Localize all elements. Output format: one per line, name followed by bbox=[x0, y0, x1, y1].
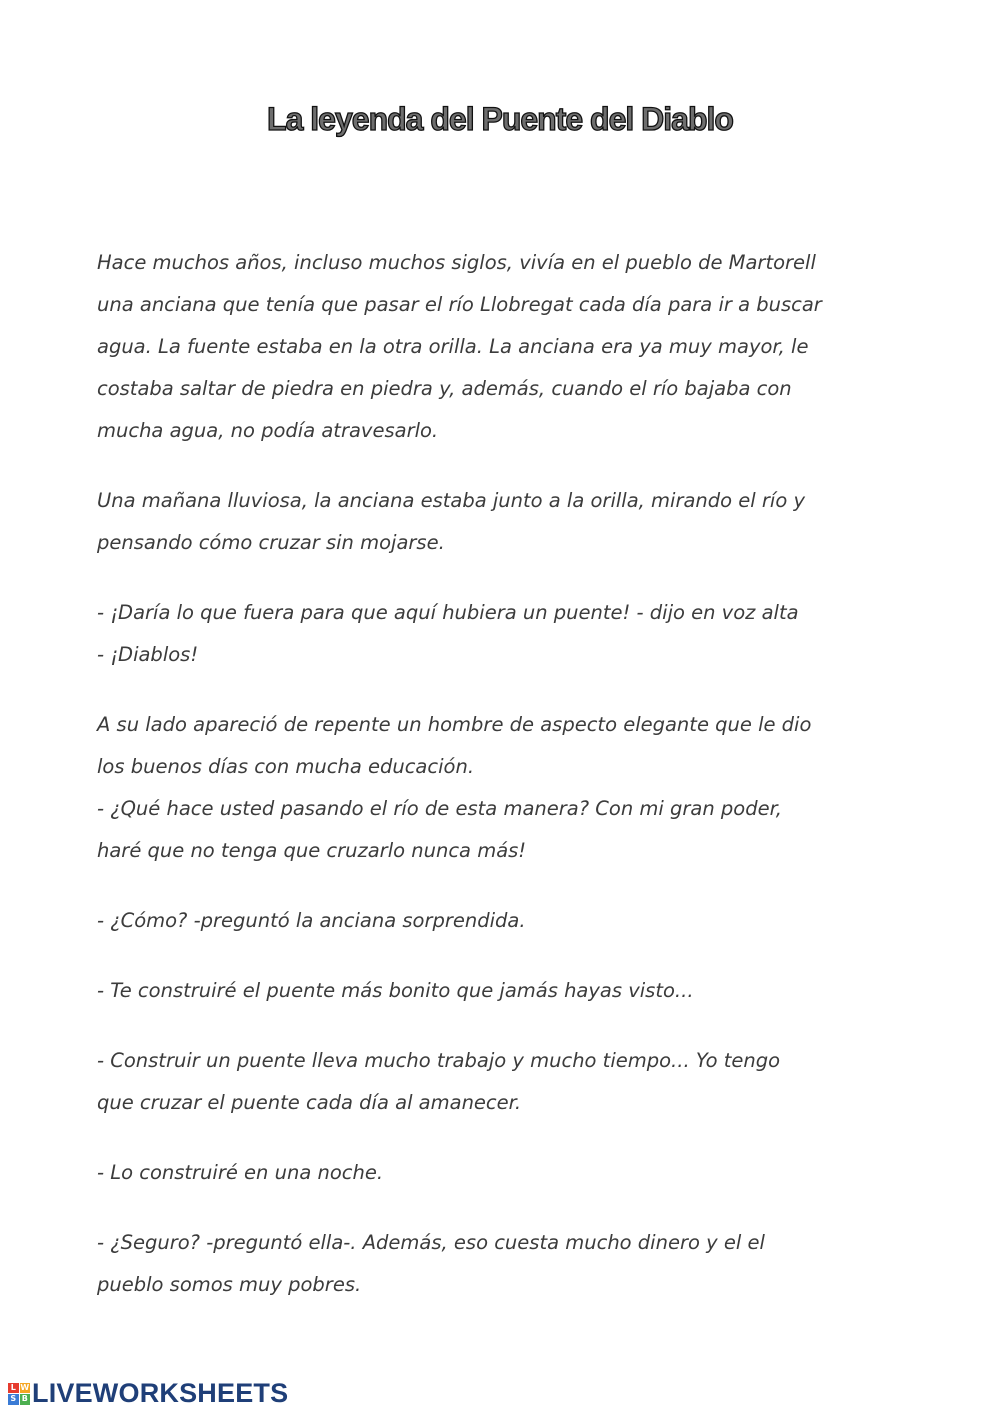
paragraph bbox=[97, 592, 897, 676]
logo-icon-letter: B bbox=[20, 1394, 31, 1405]
logo-text: LIVEWORKSHEETS bbox=[32, 1378, 289, 1408]
text-line: Hace muchos años, incluso muchos siglos, vivía en el pueblo de Martorell bbox=[97, 251, 816, 274]
text-line: que cruzar el puente cada día al amanecer. bbox=[97, 1091, 522, 1114]
text-line: una anciana que tenía que pasar el río Llobregat cada día para ir a buscar bbox=[97, 293, 822, 316]
paragraph bbox=[97, 704, 897, 872]
paragraph bbox=[97, 1152, 897, 1194]
text-line: pueblo somos muy pobres. bbox=[97, 1273, 362, 1296]
story-text bbox=[97, 242, 897, 1306]
text-line: - Construir un puente lleva mucho trabajo y mucho tiempo... Yo tengo bbox=[97, 1049, 781, 1072]
text-line: - ¿Cómo? -preguntó la anciana sorprendida. bbox=[97, 909, 526, 932]
text-line: A su lado apareció de repente un hombre de aspecto elegante que le dio bbox=[97, 713, 812, 736]
liveworksheets-logo-icon bbox=[8, 1383, 30, 1405]
text-line: Una mañana lluviosa, la anciana estaba junto a la orilla, mirando el río y bbox=[97, 489, 806, 512]
paragraph bbox=[97, 242, 897, 452]
logo-icon-letter: L bbox=[8, 1383, 19, 1394]
text-line: - ¿Qué hace usted pasando el río de esta manera? Con mi gran poder, bbox=[97, 797, 782, 820]
page-title: La leyenda del Puente del Diablo bbox=[267, 101, 733, 138]
text-line: - ¿Seguro? -preguntó ella-. Además, eso cuesta mucho dinero y el el bbox=[97, 1231, 765, 1254]
text-line: haré que no tenga que cruzarlo nunca más! bbox=[97, 839, 527, 862]
text-line: costaba saltar de piedra en piedra y, además, cuando el río bajaba con bbox=[97, 377, 792, 400]
paragraph bbox=[97, 900, 897, 942]
logo-icon-letter: W bbox=[20, 1382, 30, 1392]
text-line: - ¡Daría lo que fuera para que aquí hubiera un puente! - dijo en voz alta bbox=[97, 601, 799, 624]
text-line: pensando cómo cruzar sin mojarse. bbox=[97, 531, 445, 554]
text-line: agua. La fuente estaba en la otra orilla. La anciana era ya muy mayor, le bbox=[97, 335, 809, 358]
liveworksheets-logo[interactable] bbox=[8, 1378, 288, 1409]
paragraph bbox=[97, 1040, 897, 1124]
paragraph bbox=[97, 1222, 897, 1306]
paragraph bbox=[97, 480, 897, 564]
text-line: - Lo construiré en una noche. bbox=[97, 1161, 384, 1184]
paragraph bbox=[97, 970, 897, 1012]
text-line: mucha agua, no podía atravesarlo. bbox=[97, 419, 439, 442]
logo-icon-letter: S bbox=[8, 1394, 19, 1405]
text-line: - Te construiré el puente más bonito que jamás hayas visto... bbox=[97, 979, 694, 1002]
text-line: - ¡Diablos! bbox=[97, 643, 199, 666]
text-line: los buenos días con mucha educación. bbox=[97, 755, 475, 778]
